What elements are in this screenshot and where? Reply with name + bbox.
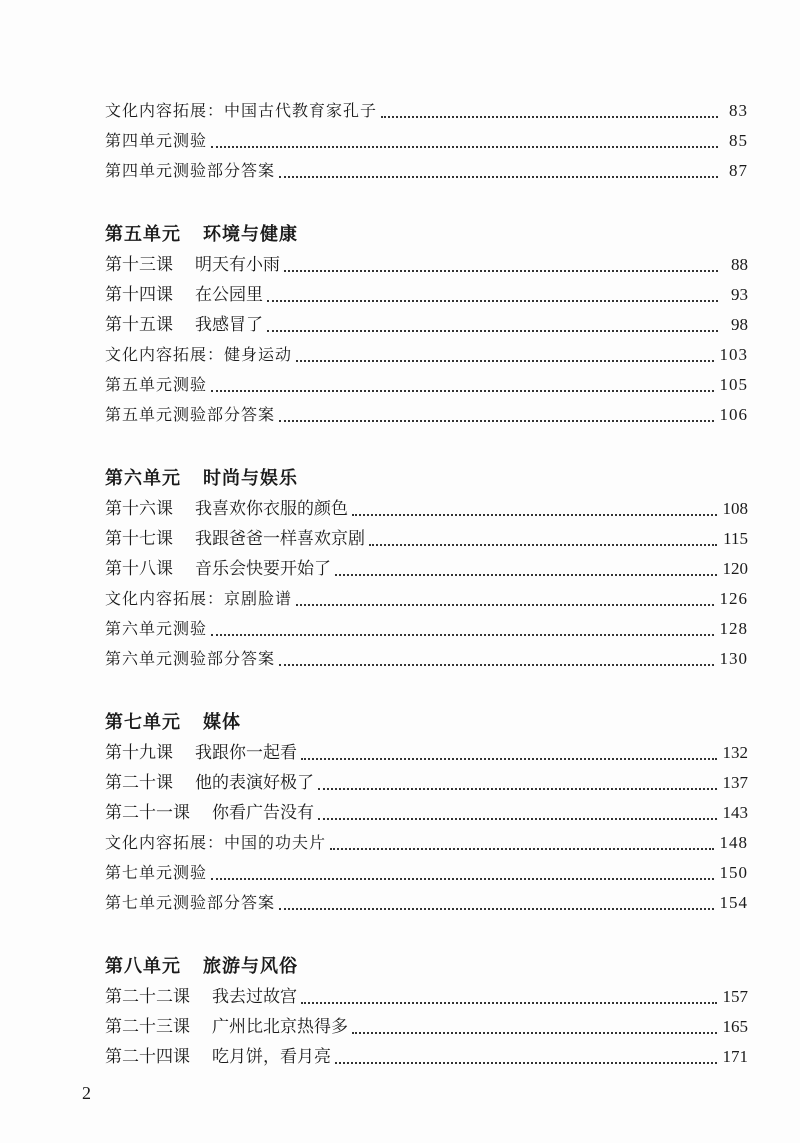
dot-leader xyxy=(211,878,713,880)
entry-title: 在公园里 xyxy=(195,285,263,305)
lesson-number: 第二十三课 xyxy=(105,1017,190,1037)
entry-title: 第四单元测验 xyxy=(105,131,208,150)
unit-heading xyxy=(105,220,748,250)
dot-leader xyxy=(301,1002,717,1004)
dot-leader xyxy=(296,360,713,362)
toc-sub-entry xyxy=(105,584,748,614)
lesson-number: 第二十课 xyxy=(105,773,173,793)
page-ref: 105 xyxy=(719,375,748,394)
toc-entry-label xyxy=(105,126,207,156)
page-ref: 87 xyxy=(729,161,748,180)
toc-lesson-entry xyxy=(105,280,748,310)
unit-number: 第六单元 xyxy=(105,468,181,489)
toc-lesson-entry xyxy=(105,554,748,584)
page-ref: 137 xyxy=(722,773,748,792)
entry-title: 明天有小雨 xyxy=(195,255,280,275)
toc-entry-label xyxy=(105,888,275,918)
toc-sub-entry xyxy=(105,858,748,888)
toc-entry-label xyxy=(105,96,377,126)
toc-sub-entry xyxy=(105,370,748,400)
page-ref: 154 xyxy=(719,893,748,912)
toc-sub-entry xyxy=(105,828,748,858)
unit-heading xyxy=(105,708,748,738)
lesson-number: 第二十二课 xyxy=(105,987,190,1007)
page-ref: 130 xyxy=(719,649,748,668)
entry-title: 第七单元测验 xyxy=(105,863,208,882)
dot-leader xyxy=(279,176,718,178)
page-ref: 83 xyxy=(729,101,748,120)
toc-sub-entry xyxy=(105,96,748,126)
lesson-number: 第二十一课 xyxy=(105,803,190,823)
toc-entry-label xyxy=(105,524,365,554)
lesson-number: 第十六课 xyxy=(105,499,173,519)
page-ref: 115 xyxy=(723,529,748,548)
page-ref: 120 xyxy=(722,559,748,578)
toc-entry-label xyxy=(105,400,275,430)
toc-entry-label xyxy=(105,370,207,400)
dot-leader xyxy=(211,390,713,392)
toc-sub-entry xyxy=(105,400,748,430)
dot-leader xyxy=(318,818,717,820)
toc-sub-entry xyxy=(105,126,748,156)
entry-title: 你看广告没有 xyxy=(212,803,314,823)
toc-sub-entry xyxy=(105,156,748,186)
unit-title: 媒体 xyxy=(203,712,241,733)
lesson-number: 第十三课 xyxy=(105,255,173,275)
unit-title: 环境与健康 xyxy=(203,224,298,245)
entry-title: 广州比北京热得多 xyxy=(212,1017,348,1037)
unit-number: 第八单元 xyxy=(105,956,181,977)
unit-title: 时尚与娱乐 xyxy=(203,468,298,489)
toc-lesson-entry xyxy=(105,494,748,524)
toc-entry-label xyxy=(105,584,292,614)
dot-leader xyxy=(369,544,717,546)
unit-number: 第七单元 xyxy=(105,712,181,733)
page-ref: 106 xyxy=(719,405,748,424)
page-ref: 157 xyxy=(722,987,748,1006)
page-ref: 150 xyxy=(719,863,748,882)
toc-entry-label xyxy=(105,494,348,524)
dot-leader xyxy=(301,758,717,760)
toc-entry-label xyxy=(105,768,314,798)
toc-lesson-entry xyxy=(105,738,748,768)
toc-sub-entry xyxy=(105,340,748,370)
toc-entry-label xyxy=(105,738,297,768)
unit-heading xyxy=(105,464,748,494)
toc-lesson-entry xyxy=(105,768,748,798)
toc-entry-label xyxy=(105,858,207,888)
entry-title: 文化内容拓展：京剧脸谱 xyxy=(105,589,293,608)
unit-number: 第五单元 xyxy=(105,224,181,245)
dot-leader xyxy=(279,664,713,666)
lesson-number: 第十九课 xyxy=(105,743,173,763)
unit-title: 旅游与风俗 xyxy=(203,956,298,977)
lesson-number: 第十五课 xyxy=(105,315,173,335)
toc-entry-label xyxy=(105,1012,348,1042)
toc-entry-label xyxy=(105,982,297,1012)
entry-title: 第四单元测验部分答案 xyxy=(105,161,276,180)
toc-entry-label xyxy=(105,828,326,858)
toc-sub-entry xyxy=(105,888,748,918)
dot-leader xyxy=(279,420,713,422)
page-ref: 126 xyxy=(719,589,748,608)
toc-lesson-entry xyxy=(105,798,748,828)
dot-leader xyxy=(284,270,718,272)
lesson-number: 第十四课 xyxy=(105,285,173,305)
toc-entry-label xyxy=(105,156,275,186)
entry-title: 第五单元测验部分答案 xyxy=(105,405,276,424)
toc-lesson-entry xyxy=(105,524,748,554)
page-ref: 128 xyxy=(719,619,748,638)
toc-entry-label xyxy=(105,644,275,674)
toc-lesson-entry xyxy=(105,982,748,1012)
entry-title: 我去过故宫 xyxy=(212,987,297,1007)
dot-leader xyxy=(267,300,718,302)
entry-title: 音乐会快要开始了 xyxy=(195,559,331,579)
page-ref: 93 xyxy=(731,285,748,304)
toc-entry-label xyxy=(105,340,292,370)
page-ref: 171 xyxy=(722,1047,748,1066)
page-ref: 165 xyxy=(722,1017,748,1036)
toc-lesson-entry xyxy=(105,1042,748,1072)
toc-entry-label xyxy=(105,280,263,310)
page-number: 2 xyxy=(82,1083,91,1103)
toc-lesson-entry xyxy=(105,310,748,340)
dot-leader xyxy=(335,1062,717,1064)
toc-entry-label xyxy=(105,1042,331,1072)
entry-title: 我跟你一起看 xyxy=(195,743,297,763)
table-of-contents xyxy=(105,96,748,1072)
entry-title: 第六单元测验部分答案 xyxy=(105,649,276,668)
toc-sub-entry xyxy=(105,614,748,644)
unit-heading xyxy=(105,952,748,982)
dot-leader xyxy=(296,604,713,606)
dot-leader xyxy=(381,116,718,118)
dot-leader xyxy=(211,634,713,636)
dot-leader xyxy=(352,1032,717,1034)
entry-title: 文化内容拓展：中国的功夫片 xyxy=(105,833,327,852)
toc-sub-entry xyxy=(105,644,748,674)
page-ref: 88 xyxy=(731,255,748,274)
page-ref: 148 xyxy=(719,833,748,852)
page-ref: 85 xyxy=(729,131,748,150)
entry-title: 吃月饼，看月亮 xyxy=(212,1047,331,1067)
page-ref: 98 xyxy=(731,315,748,334)
page-ref: 108 xyxy=(722,499,748,518)
toc-entry-label xyxy=(105,310,263,340)
entry-title: 我跟爸爸一样喜欢京剧 xyxy=(195,529,365,549)
lesson-number: 第二十四课 xyxy=(105,1047,190,1067)
toc-lesson-entry xyxy=(105,250,748,280)
lesson-number: 第十八课 xyxy=(105,559,173,579)
dot-leader xyxy=(352,514,717,516)
entry-title: 他的表演好极了 xyxy=(195,773,314,793)
dot-leader xyxy=(279,908,713,910)
toc-lesson-entry xyxy=(105,1012,748,1042)
toc-entry-label xyxy=(105,554,331,584)
entry-title: 文化内容拓展：中国古代教育家孔子 xyxy=(105,101,378,120)
toc-entry-label xyxy=(105,614,207,644)
entry-title: 第七单元测验部分答案 xyxy=(105,893,276,912)
entry-title: 第六单元测验 xyxy=(105,619,208,638)
entry-title: 我感冒了 xyxy=(195,315,263,335)
page-ref: 143 xyxy=(722,803,748,822)
entry-title: 第五单元测验 xyxy=(105,375,208,394)
toc-entry-label xyxy=(105,250,280,280)
page-ref: 103 xyxy=(719,345,748,364)
toc-entry-label xyxy=(105,798,314,828)
page-ref: 132 xyxy=(722,743,748,762)
lesson-number: 第十七课 xyxy=(105,529,173,549)
dot-leader xyxy=(335,574,717,576)
dot-leader xyxy=(211,146,718,148)
dot-leader xyxy=(267,330,718,332)
entry-title: 我喜欢你衣服的颜色 xyxy=(195,499,348,519)
dot-leader xyxy=(330,848,713,850)
dot-leader xyxy=(318,788,717,790)
entry-title: 文化内容拓展：健身运动 xyxy=(105,345,293,364)
